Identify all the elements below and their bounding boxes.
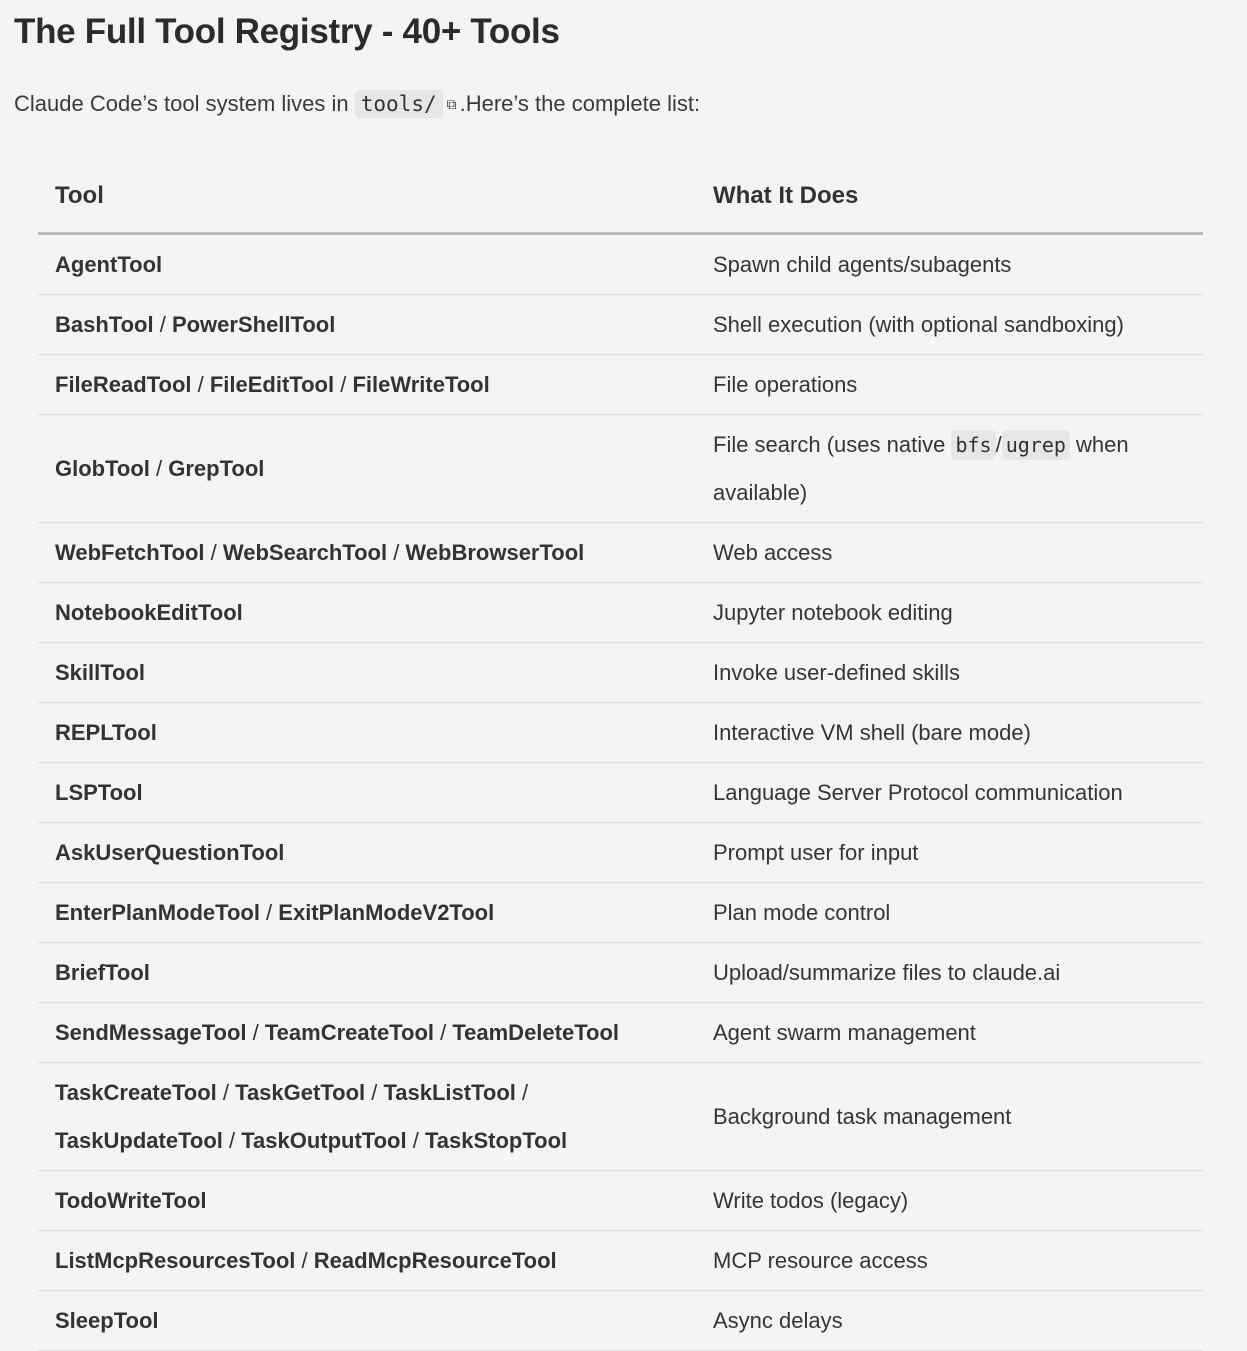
tool-name: WebFetchTool xyxy=(55,539,205,565)
tool-registry-table xyxy=(38,160,1203,1351)
table-row xyxy=(38,295,1203,355)
description-text: Write todos (legacy) xyxy=(713,1187,909,1213)
intro-text-after: .Here’s the complete list: xyxy=(459,91,701,116)
tool-description-cell xyxy=(696,703,1203,763)
description-text: Async delays xyxy=(713,1307,843,1333)
description-text: Jupyter notebook editing xyxy=(713,599,953,625)
table-row xyxy=(38,355,1203,415)
tool-name: REPLTool xyxy=(55,719,157,745)
tool-name: SendMessageTool xyxy=(55,1019,247,1045)
tool-name-cell xyxy=(38,643,696,703)
description-text: Prompt user for input xyxy=(713,839,919,865)
table-row xyxy=(38,1291,1203,1351)
tool-description-cell xyxy=(696,643,1203,703)
tool-name-cell: TaskCreateTool / TaskGetTool / TaskListTool / TaskUpdateTool / TaskOutputTool / TaskStopTool xyxy=(38,1063,696,1171)
tool-name: BriefTool xyxy=(55,959,150,985)
tool-name: LSPTool xyxy=(55,779,143,805)
table-row xyxy=(38,883,1203,943)
intro-text-before: Claude Code’s tool system lives in xyxy=(14,91,349,116)
tool-name-cell xyxy=(38,823,696,883)
tool-description-cell xyxy=(696,943,1203,1003)
page-title: The Full Tool Registry - 40+ Tools xyxy=(14,12,560,51)
description-text: Shell execution (with optional sandboxing) xyxy=(713,311,1124,337)
tool-name: ExitPlanModeV2Tool xyxy=(278,899,495,925)
description-text: File search (uses native xyxy=(713,431,946,457)
tool-name-cell xyxy=(38,583,696,643)
inline-code-ugrep: ugrep xyxy=(1002,430,1070,460)
table-row xyxy=(38,1063,1203,1171)
table-row xyxy=(38,643,1203,703)
tool-name-cell xyxy=(38,1291,696,1351)
description-text: MCP resource access xyxy=(713,1247,928,1273)
tool-name-cell xyxy=(38,943,696,1003)
tool-description-cell xyxy=(696,883,1203,943)
table-body xyxy=(38,234,1203,1351)
tools-directory-link[interactable] xyxy=(355,91,460,116)
table-header-row xyxy=(38,160,1203,234)
table-row xyxy=(38,523,1203,583)
tool-description-cell xyxy=(696,763,1203,823)
tool-name: TeamCreateTool xyxy=(264,1019,434,1045)
tool-name-cell: BashTool / PowerShellTool xyxy=(38,295,696,355)
table-row xyxy=(38,703,1203,763)
tool-name: GrepTool xyxy=(168,455,265,481)
column-header-what-it-does: What It Does xyxy=(696,160,1203,234)
description-text: Spawn child agents/subagents xyxy=(713,251,1012,277)
description-text: Agent swarm management xyxy=(713,1019,976,1045)
tool-name: TaskUpdateTool xyxy=(55,1127,223,1153)
tool-description-cell xyxy=(696,1063,1203,1171)
tool-description-cell xyxy=(696,583,1203,643)
description-text: Invoke user-defined skills xyxy=(713,659,961,685)
tool-name: WebSearchTool xyxy=(222,539,388,565)
tool-name: ListMcpResourcesTool xyxy=(55,1247,296,1273)
description-text: Interactive VM shell (bare mode) xyxy=(713,719,1031,745)
table-row xyxy=(38,583,1203,643)
tool-description-cell xyxy=(696,1291,1203,1351)
tool-name-cell xyxy=(38,703,696,763)
tool-name: ReadMcpResourceTool xyxy=(313,1247,557,1273)
description-text: when available) xyxy=(713,431,1129,505)
tool-name: AgentTool xyxy=(55,251,163,277)
tool-description-cell xyxy=(696,415,1203,523)
tool-name: WebBrowserTool xyxy=(405,539,585,565)
tool-name: SleepTool xyxy=(55,1307,159,1333)
tool-name-cell: EnterPlanModeTool / ExitPlanModeV2Tool xyxy=(38,883,696,943)
tool-name: TaskStopTool xyxy=(424,1127,568,1153)
tool-name: TaskOutputTool xyxy=(241,1127,407,1153)
table-row xyxy=(38,1231,1203,1291)
tool-description-cell xyxy=(696,523,1203,583)
tool-name: NotebookEditTool xyxy=(55,599,243,625)
tool-description-cell xyxy=(696,234,1203,295)
tool-name: FileReadTool xyxy=(55,371,192,397)
tool-name: EnterPlanModeTool xyxy=(55,899,260,925)
tool-name: PowerShellTool xyxy=(171,311,336,337)
inline-code-bfs: bfs xyxy=(951,430,995,460)
tool-description-cell xyxy=(696,295,1203,355)
tool-name-cell: ListMcpResourcesTool / ReadMcpResourceTool xyxy=(38,1231,696,1291)
tool-description-cell xyxy=(696,823,1203,883)
description-text: File operations xyxy=(713,371,858,397)
tool-name-cell: WebFetchTool / WebSearchTool / WebBrowserTool xyxy=(38,523,696,583)
table-row xyxy=(38,1171,1203,1231)
tool-description-cell xyxy=(696,1171,1203,1231)
description-text: Background task management xyxy=(713,1103,1012,1129)
tool-name: GlobTool xyxy=(55,455,150,481)
tools-directory-code: tools/ xyxy=(355,90,443,118)
tool-description-cell xyxy=(696,1003,1203,1063)
tool-name: BashTool xyxy=(55,311,154,337)
table-row xyxy=(38,943,1203,1003)
external-link-icon: ⧉ xyxy=(446,96,457,112)
table-row xyxy=(38,763,1203,823)
tool-name: TaskListTool xyxy=(383,1079,516,1105)
column-header-tool: Tool xyxy=(38,160,696,234)
description-text: Upload/summarize files to claude.ai xyxy=(713,959,1061,985)
tool-name-cell xyxy=(38,763,696,823)
tool-name: AskUserQuestionTool xyxy=(55,839,285,865)
description-text: Plan mode control xyxy=(713,899,891,925)
table-row xyxy=(38,415,1203,523)
description-separator: / xyxy=(995,431,1002,457)
description-text: Language Server Protocol communication xyxy=(713,779,1123,805)
tool-description-cell xyxy=(696,1231,1203,1291)
table-row xyxy=(38,234,1203,295)
table-row xyxy=(38,1003,1203,1063)
intro-paragraph xyxy=(14,88,1233,120)
tool-name-cell: SendMessageTool / TeamCreateTool / TeamDeleteTool xyxy=(38,1003,696,1063)
tool-name-cell xyxy=(38,1171,696,1231)
tool-name: TodoWriteTool xyxy=(55,1187,207,1213)
tool-name: TeamDeleteTool xyxy=(452,1019,620,1045)
description-text: Web access xyxy=(713,539,833,565)
table-row xyxy=(38,823,1203,883)
tool-description-cell xyxy=(696,355,1203,415)
tool-name-cell: GlobTool / GrepTool xyxy=(38,415,696,523)
tool-name-cell xyxy=(38,234,696,295)
tool-name: TaskCreateTool xyxy=(55,1079,217,1105)
tool-name: TaskGetTool xyxy=(235,1079,366,1105)
tool-name-cell: FileReadTool / FileEditTool / FileWriteTool xyxy=(38,355,696,415)
tool-name: SkillTool xyxy=(55,659,146,685)
tool-name: FileEditTool xyxy=(209,371,335,397)
tool-name: FileWriteTool xyxy=(352,371,490,397)
